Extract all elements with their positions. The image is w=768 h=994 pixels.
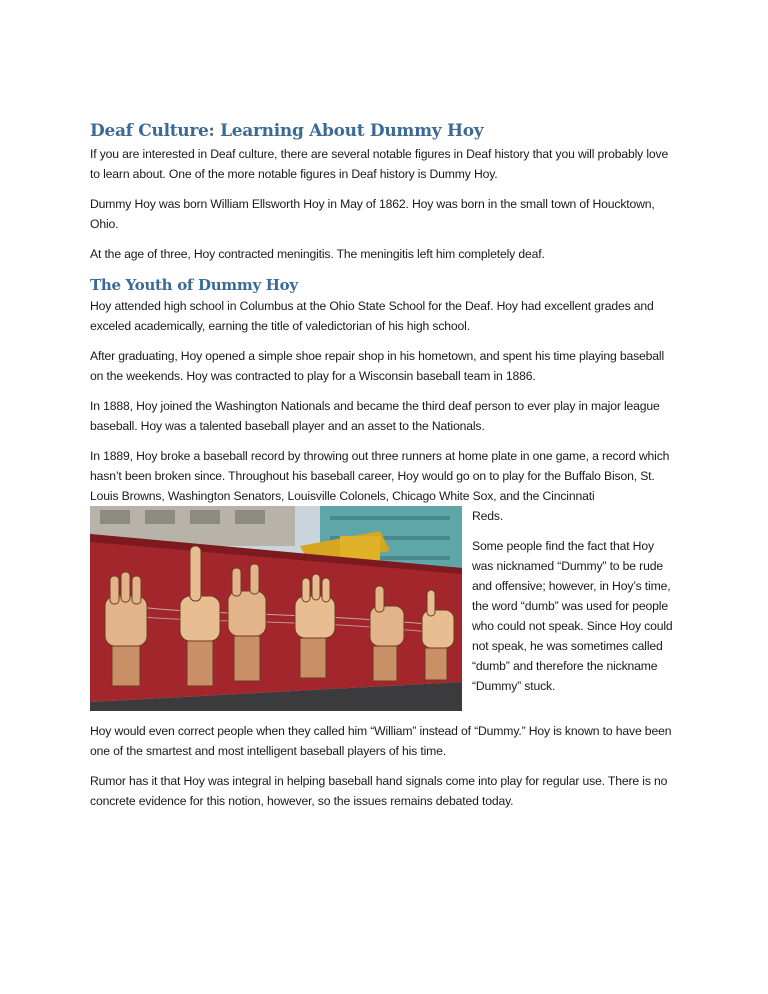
intro-paragraph: Dummy Hoy was born William Ellsworth Hoy in May of 1862. Hoy was born in the small town of Houcktown, Ohio. <box>90 197 655 231</box>
page-title: Deaf Culture: Learning About Dummy Hoy <box>90 121 484 141</box>
body-paragraph: In 1889, Hoy broke a baseball record by throwing out three runners at home plate in one game, a record which hasn’t been broken since. Throughout his baseball career, Hoy would go on to play for the Buffalo Bison, St. Louis Browns, Washington Senators, Louisville Colonels, Chicago White Sox, and the Cincinnati <box>90 449 670 503</box>
body-paragraph: Hoy attended high school in Columbus at the Ohio State School for the Deaf. Hoy had excellent grades and exceled academically, earning the title of valedictorian of his high school. <box>90 299 654 333</box>
body-paragraph: After graduating, Hoy opened a simple shoe repair shop in his hometown, and spent his time playing baseball on the weekends. Hoy was contracted to play for a Wisconsin baseball team in 1886. <box>90 349 665 383</box>
body-paragraph: In 1888, Hoy joined the Washington Nationals and became the third deaf person to ever play in major league baseball. Hoy was a talented baseball player and an asset to the Nationals. <box>90 399 660 433</box>
figure-with-wrapped-text <box>90 506 678 711</box>
wrapped-text-column <box>472 506 678 706</box>
body-paragraph: Rumor has it that Hoy was integral in helping baseball hand signals come into play for regular use. There is no concrete evidence for this notion, however, so the issues remains debated today. <box>90 774 668 808</box>
body-paragraph: Hoy would even correct people when they called him “William” instead of “Dummy.” Hoy is known to have been one of the smartest and most intelligent baseball players of his time. <box>90 724 672 758</box>
body-paragraph: Some people find the fact that Hoy was nicknamed “Dummy” to be rude and offensive; however, in Hoy’s time, the word “dumb” was used for people who could not speak. Since Hoy could not speak, he was sometimes called “dumb” and therefore the nickname “Dummy” stuck. <box>472 539 673 693</box>
intro-paragraph: If you are interested in Deaf culture, there are several notable figures in Deaf history that you will probably love to learn about. One of the more notable figures in Deaf history is Dummy Hoy. <box>90 147 669 181</box>
document-body <box>90 118 678 821</box>
mural-photo <box>90 506 462 711</box>
continued-text: Reds. <box>472 509 504 523</box>
intro-paragraph: At the age of three, Hoy contracted meningitis. The meningitis left him completely deaf. <box>90 247 545 261</box>
section-heading: The Youth of Dummy Hoy <box>90 276 298 294</box>
